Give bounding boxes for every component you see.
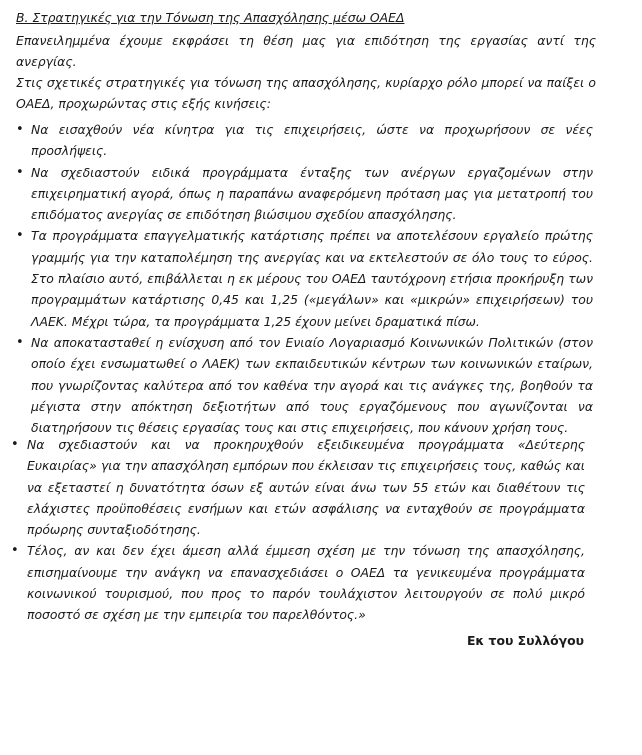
list-item: [16, 332, 593, 438]
bullet-icon: •: [16, 228, 24, 244]
signature: Εκ του Συλλόγου: [466, 633, 584, 648]
intro-paragraph-1: Επανειλημμένα έχουμε εκφράσει τη θέση μας για επιδότηση της εργασίας αντί της ανεργίας.: [16, 33, 596, 69]
list-item: [16, 119, 593, 162]
list-item-text: Να σχεδιαστούν και να προκηρυχθούν εξειδικευμένα προγράμματα «Δεύτερης Ευκαιρίας» για την απασχόληση εμπόρων που έκλεισαν τις επιχειρήσεις τους, καθώς και να εξεταστεί η δυνατότητα όσων εξ αυτών είναι άνω των 55 ετών και διαθέτουν τις ελάχιστες προϋποθέσεις ενσήμων και ετών ασφάλισης να ενταχθούν σε προγράμματα πρόωρης συνταξιοδότησης.: [27, 437, 585, 538]
section-heading: Β. Στρατηγικές για την Τόνωση της Απασχόλησης μέσω ΟΑΕΔ: [16, 10, 405, 25]
bullet-icon: •: [16, 164, 24, 180]
measures-list: [0, 119, 642, 438]
list-item-text: Να σχεδιαστούν ειδικά προγράμματα ένταξης των ανέργων εργαζομένων στην επιχειρηματική αγορά, όπως η παραπάνω αναφερόμενη πρόταση μας για μετατροπή του επιδόματος ανεργίας σε επιδότηση βιώσιμου σχεδίου απασχόλησης.: [31, 164, 593, 223]
list-item: [16, 225, 593, 331]
bullet-icon: •: [16, 122, 24, 137]
bullet-icon: •: [11, 543, 19, 559]
list-item: [16, 162, 593, 226]
intro-paragraph-2: Στις σχετικές στρατηγικές για τόνωση της απασχόλησης, κυρίαρχο ρόλο μπορεί να παίξει ο ΟΑΕΔ, προχωρώντας στις εξής κινήσεις:: [16, 75, 596, 111]
list-item: [11, 434, 585, 540]
intro-block: [16, 30, 596, 114]
bullet-icon: •: [11, 437, 19, 452]
list-item-text: Να αποκατασταθεί η ενίσχυση από τον Ενιαίο Λογαριασμό Κοινωνικών Πολιτικών (στον οποίο έχει ενσωματωθεί ο ΛΑΕΚ) των εκπαιδευτικών κέντρων των κοινωνικών εταίρων, που γνωρίζοντας καλύτερα από τον καθένα την αγορά και τις ανάγκες της, βοηθούν τα μέγιστα στην απόκτηση δεξιοτήτων από τους εργαζόμενους που αγωνίζονται να διατηρήσουν τις θέσεις εργασίας τους και στις επιχειρήσεις, που κάνουν χρήση τους.: [31, 334, 593, 436]
list-item-text: Τέλος, αν και δεν έχει άμεση αλλά έμμεση σχέση με την τόνωση της απασχόλησης, επισημαίνουμε την ανάγκη να επανασχεδιάσει ο ΟΑΕΔ τα γενικευμένα προγράμματα κοινωνικού τουρισμού, που προς το παρόν τουλάχιστον λειτουργούν σε πολύ μικρό ποσοστό σε σχέση με την εμπειρία του παρελθόντος.»: [27, 543, 585, 623]
bullet-icon: •: [16, 334, 24, 350]
list-item-text: Να εισαχθούν νέα κίνητρα για τις επιχειρήσεις, ώστε να προχωρήσουν σε νέες προσλήψεις.: [31, 122, 593, 159]
list-item-text: Τα προγράμματα επαγγελματικής κατάρτισης πρέπει να αποτελέσουν εργαλείο πρώτης γραμμής για την καταπολέμηση της ανεργίας και να εκτελεστούν σε όλο τους το εύρος. Στο πλαίσιο αυτό, επιβάλλεται η εκ μέρους του ΟΑΕΔ ταυτόχρονη ετήσια προκήρυξη των προγραμμάτων κατάρτισης 0,45 και 1,25 («μεγάλων» και «μικρών» επιχειρήσεων) του ΛΑΕΚ. Μέχρι τώρα, τα προγράμματα 1,25 έχουν μείνει δραματικά πίσω.: [31, 228, 593, 329]
additional-measures-list: [0, 434, 642, 626]
list-item: [11, 540, 585, 625]
